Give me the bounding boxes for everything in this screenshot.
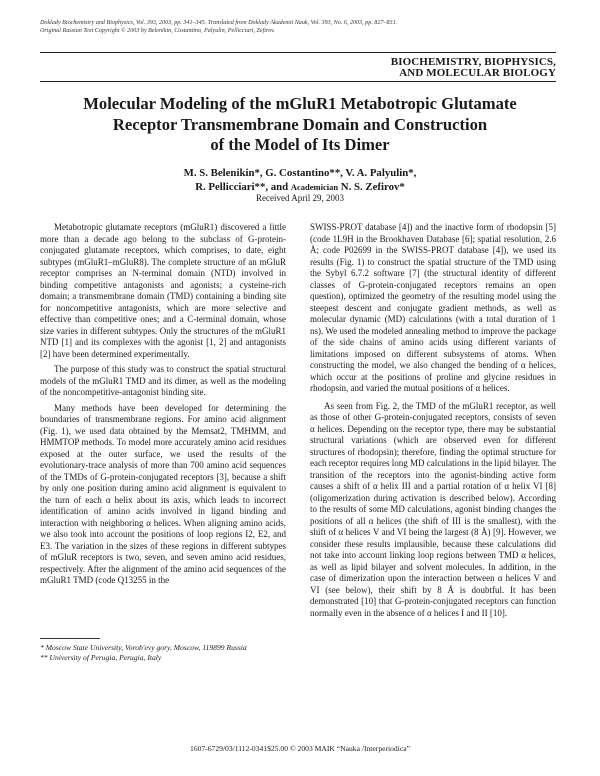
header-citation: Doklady Biochemistry and Biophysics, Vol. 393, 2003, pp. 341–345. Translated from Doklady Akademii Nauk, Vol. 393, No. 6, 2003, pp. 827–831. bbox=[40, 20, 398, 26]
title-line-1: Molecular Modeling of the mGluR1 Metabotropic Glutamate bbox=[83, 94, 517, 113]
page-footer: 1607-6729/03/1112-0341$25.00 © 2003 MAIK “Nauka /Interperiodica” bbox=[190, 744, 410, 753]
academician-title: Academician bbox=[290, 181, 339, 192]
paragraph: As seen from Fig. 2, the TMD of the mGluR1 receptor, as well as those of other G-protein-conjugated receptors, consists of seven α helices. Depending on the receptor type, there may be substantial structural variations (which are observed even for different structures of rhodopsin); therefore, finding the optimal structure for each receptor requires long MD calculations in the lipid bilayer. The transition of the receptors into the agonist-binding active form causes a shift of α helix III and a partial rotation of α helix VI [8] (oligomerization during activation is described below). According to the results of some MD calculations, agonist binding changes the positions of all α helices (the shift of III is the smallest), with the shift of α helices V and VI being the largest (8 Å) [9]. However, we consider these results implausible, because these calculations did not take into account linking loop regions between TMD α helices, as well as lipid bilayer and solvent molecules. In addition, in the case of dimerization upon the interaction between α helices V and VI (see below), their shift by 8 Å is doubtful. It has been demonstrated [10] that G-protein-conjugated receptors can function normally even in the absence of α helices I and II [10]. bbox=[310, 400, 557, 618]
authors-line-2-last: N. S. Zefirov* bbox=[338, 180, 405, 193]
author-list bbox=[0, 167, 600, 194]
section-heading bbox=[0, 57, 556, 79]
footnote-affiliation-1: * Moscow State University, Vorob'evy gory, Moscow, 119899 Russia bbox=[40, 643, 247, 652]
received-date: Received April 29, 2003 bbox=[256, 193, 344, 203]
section-rule-bottom bbox=[40, 81, 556, 82]
authors-line-2 bbox=[0, 181, 600, 195]
authors-line-2-names: R. Pellicciari**, and bbox=[195, 180, 291, 193]
left-column bbox=[40, 222, 286, 591]
section-rule-top bbox=[40, 52, 556, 53]
header-copyright: Original Russian Text Copyright © 2003 by Belenikin, Costantino, Palyulin, Pellicciari, Zefirov. bbox=[40, 28, 275, 35]
footnotes bbox=[40, 643, 286, 663]
footnote-rule bbox=[40, 638, 100, 639]
title-line-3: of the Model of Its Dimer bbox=[210, 135, 390, 154]
article-title bbox=[0, 94, 600, 156]
section-heading-line1: BIOCHEMISTRY, BIOPHYSICS, bbox=[390, 56, 556, 68]
paragraph: SWISS-PROT database [4]) and the inactive form of rhodopsin [5] (code 1L9H in the Brookhaven Database [6]; spatial resolution, 2.6 Å; code P02699 in the SWISS-PROT database [4]), we used its results (Fig. 1) to construct the spatial structure of the TMD using the Sybyl 6.7.2 software [7] (the structural identity of different classes of G-protein-conjugated receptors remains an open question), optimized the geometry of the resulting model using the steepest descent and conjugate gradient methods, as well as molecular dynamic (MD) calculations (with a total duration of 1 ns). We used the modeled annealing method to improve the package of the side chains of amino acids using different variants of limitations imposed on different subsystems of atoms. When constructing the model, we also changed the bending of α helices, which occur at the positions of proline and glycine residues in rhodopsin, and varied the mutual positions of α helices. bbox=[310, 222, 556, 393]
paragraph: Many methods have been developed for determining the boundaries of transmembrane regions. For amino acid alignment (Fig. 1), we used data obtained by the Memsat2, TMHMM, and HMMTOP methods. To model more accurately amino acid residues exposed at the outer surface, we used the results of the evolutionary-trace analysis of more than 700 amino acid sequences of the TMDs of G-protein-conjugated receptors [3], because a shift by only one position during amino acid alignment is equivalent to the turn of each α helix about its axis, which leads to incorrect identification of amino acids involved in ligand binding and interaction with neighboring α helices. When aligning amino acids, we also took into account the positions of loop regions I2, E2, and E3. The variation in the sizes of these regions in different subtypes of mGluR receptors is two, seven, and seven amino acid residues, respectively. After the alignment of the amino acid sequences of the mGluR1 TMD (code Q13255 in the bbox=[40, 402, 286, 585]
footnote-affiliation-2: ** University of Perugia, Perugia, Italy bbox=[40, 653, 162, 662]
authors-line-1: M. S. Belenikin*, G. Costantino**, V. A. Palyulin*, bbox=[183, 167, 417, 179]
paragraph: The purpose of this study was to construct the spatial structural models of the mGluR1 TMD and its dimer, as well as the modeling of the noncompetitive-antagonist binding site. bbox=[40, 364, 286, 397]
running-header bbox=[40, 19, 397, 35]
title-line-2: Receptor Transmembrane Domain and Construction bbox=[112, 114, 488, 134]
section-heading-line2: AND MOLECULAR BIOLOGY bbox=[399, 67, 556, 79]
right-column bbox=[310, 222, 556, 623]
paragraph: Metabotropic glutamate receptors (mGluR1) discovered a little more than a decade ago belong to the subclass of G-protein-conjugated glutamate receptors, which comprises, to date, eight subtypes (mGluR1–mGluR8). The complete structure of an mGluR receptor comprises an N-terminal domain (NTD) involved in binding competitive antagonists and agonists; a cysteine-rich domain; a transmembrane domain (TMD) containing a binding site for noncompetitive antagonists, which are more selective and effective than competitive ones; and a C-terminal domain, whose size varies in different subtypes. Only the structures of the mGluR1 NTD [1] and its complexes with the agonist [1, 2] and antagonists [2] have been determined experimentally. bbox=[40, 222, 286, 359]
